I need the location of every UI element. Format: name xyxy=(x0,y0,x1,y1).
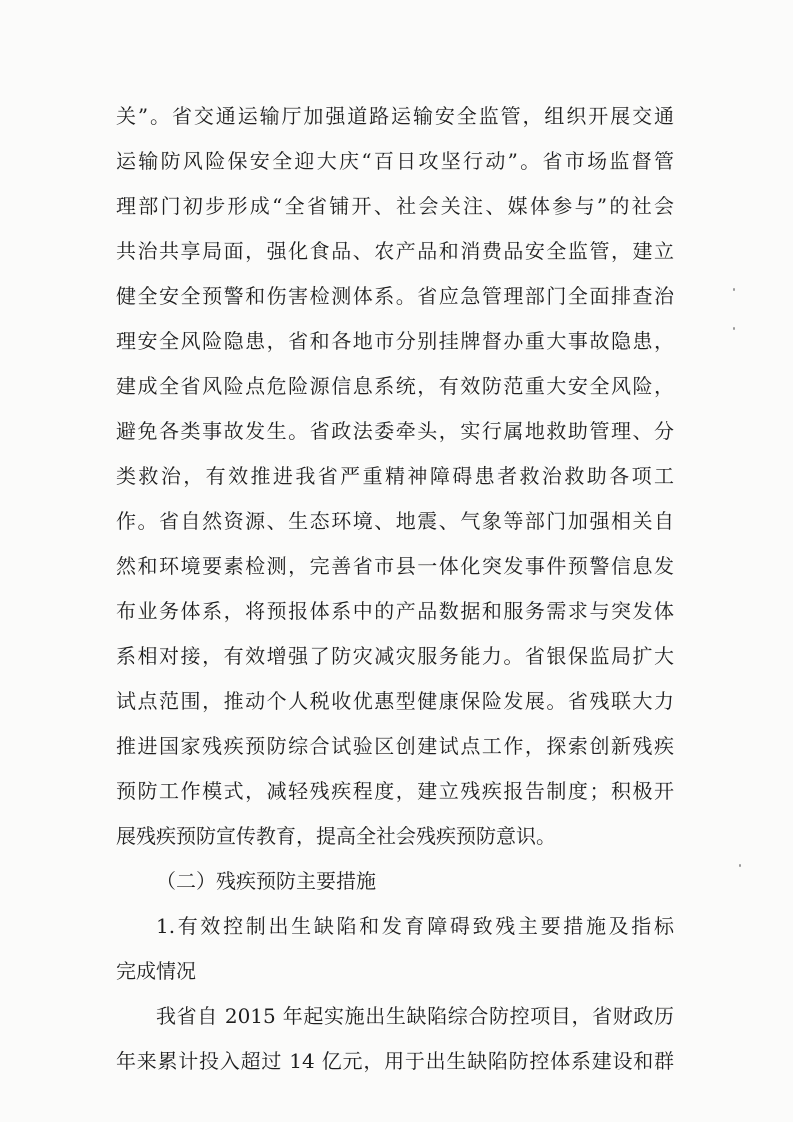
body-line: 建成全省风险点危险源信息系统，有效防范重大安全风险， xyxy=(116,374,674,398)
body-line: 理部门初步形成“全省铺开、社会关注、媒体参与”的社会 xyxy=(116,194,674,218)
body-line: 共治共享局面，强化食品、农产品和消费品安全监管，建立 xyxy=(116,239,674,263)
body-line: 推进国家残疾预防综合试验区创建试点工作，探索创新残疾 xyxy=(116,734,674,758)
section-heading: （二）残疾预防主要措施 xyxy=(156,869,376,893)
subsection-heading: 1.有效控制出生缺陷和发育障碍致残主要措施及指标 xyxy=(156,914,674,938)
body-line: 理安全风险隐患，省和各地市分别挂牌督办重大事故隐患， xyxy=(116,329,674,353)
scan-speck xyxy=(733,288,735,291)
body-line: 展残疾预防宣传教育，提高全社会残疾预防意识。 xyxy=(116,824,556,848)
body-line: 然和环境要素检测，完善省市县一体化突发事件预警信息发 xyxy=(116,554,674,578)
body-line: 年来累计投入超过 14 亿元，用于出生缺陷防控体系建设和群 xyxy=(116,1049,674,1073)
scan-speck xyxy=(733,327,735,330)
body-line: 系相对接，有效增强了防灾减灾服务能力。省银保监局扩大 xyxy=(116,644,674,668)
body-line: 预防工作模式，减轻残疾程度，建立残疾报告制度；积极开 xyxy=(116,779,674,803)
body-line: 我省自 2015 年起实施出生缺陷综合防控项目，省财政历 xyxy=(156,1004,674,1028)
body-line: 关”。省交通运输厅加强道路运输安全监管，组织开展交通 xyxy=(116,104,674,128)
body-line: 布业务体系，将预报体系中的产品数据和服务需求与突发体 xyxy=(116,599,674,623)
body-line: 类救治，有效推进我省严重精神障碍患者救治救助各项工 xyxy=(116,464,674,488)
body-line: 作。省自然资源、生态环境、地震、气象等部门加强相关自 xyxy=(116,509,674,533)
body-line: 避免各类事故发生。省政法委牵头，实行属地救助管理、分 xyxy=(116,419,674,443)
body-line: 健全安全预警和伤害检测体系。省应急管理部门全面排查治 xyxy=(116,284,674,308)
subsection-heading: 完成情况 xyxy=(116,959,196,983)
scan-speck xyxy=(739,864,741,867)
body-line: 运输防风险保安全迎大庆“百日攻坚行动”。省市场监督管 xyxy=(116,149,674,173)
body-line: 试点范围，推动个人税收优惠型健康保险发展。省残联大力 xyxy=(116,689,674,713)
